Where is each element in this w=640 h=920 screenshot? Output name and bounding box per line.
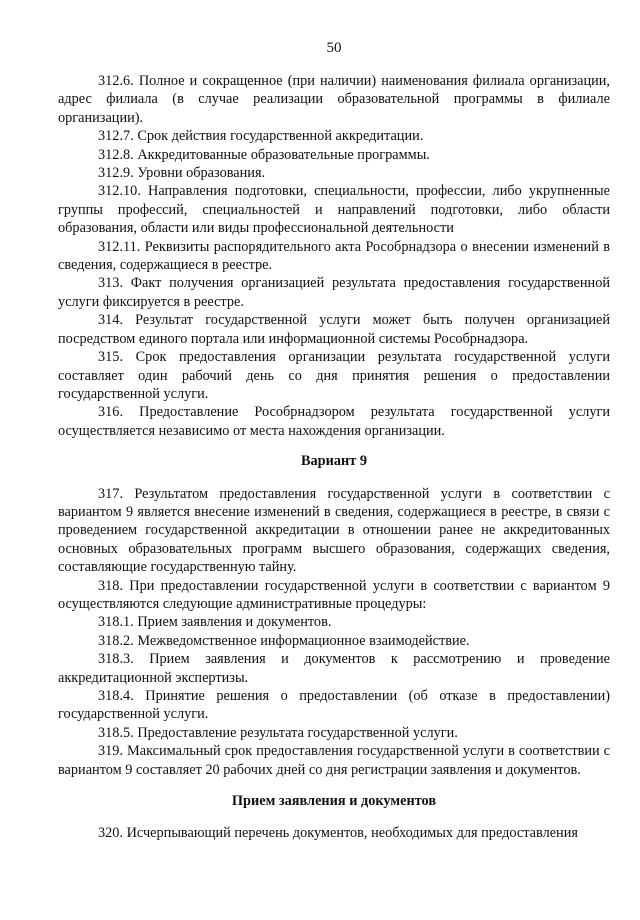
paragraph-316: 316. Предоставление Рособрнадзором результата государственной услуги осуществляется независимо от места нахождения организации.	[58, 404, 610, 439]
paragraph-319: 319. Максимальный срок предоставления государственной услуги в соответствии с вариантом 9 составляет 20 рабочих дней со дня регистрации заявления и документов.	[58, 743, 610, 778]
paragraph-312-8: 312.8. Аккредитованные образовательные программы.	[98, 146, 430, 163]
page-number: 50	[326, 40, 342, 56]
paragraph-312-6: 312.6. Полное и сокращенное (при наличии) наименования филиала организации, адрес филиала (в случае реализации образовательной программы в филиале организации).	[58, 73, 610, 126]
paragraph-312-10: 312.10. Направления подготовки, специальности, профессии, либо укрупненные группы профессий, специальностей и направлений подготовки, либо области образования, области или виды профессиональной деятельности	[58, 183, 610, 237]
paragraph-315: 315. Срок предоставления организации результата государственной услуги составляет один рабочий день со дня принятия решения о предоставлении государственной услуги.	[58, 349, 610, 402]
paragraph-318-3: 318.3. Прием заявления и документов к рассмотрению и проведение аккредитационной экспертизы.	[58, 651, 610, 686]
section-heading-variant-9: Вариант 9	[300, 453, 367, 470]
document-page	[58, 38, 610, 914]
paragraph-318-1: 318.1. Прием заявления и документов.	[98, 614, 332, 631]
paragraph-314: 314. Результат государственной услуги может быть получен организацией посредством единого портала или информационной системы Рособрнадзора.	[58, 312, 610, 347]
paragraph-320: 320. Исчерпывающий перечень документов, необходимых для предоставления	[98, 825, 578, 842]
paragraph-313: 313. Факт получения организацией результата предоставления государственной услуги фиксируется в реестре.	[58, 275, 610, 310]
paragraph-317: 317. Результатом предоставления государственной услуги в соответствии с вариантом 9 является внесение изменений в сведения, содержащиеся в реестре, в связи с проведением государственной аккредитации в отношении ранее не аккредитованных основных образовательных программ высшего образования, содержащих сведения, составляющие государственную тайну.	[58, 485, 610, 576]
paragraph-318: 318. При предоставлении государственной услуги в соответствии с вариантом 9 осуществляются следующие административные процедуры:	[58, 577, 610, 612]
section-heading-reception: Прием заявления и документов	[231, 793, 437, 810]
paragraph-318-5: 318.5. Предоставление результата государственной услуги.	[98, 724, 458, 741]
paragraph-312-7: 312.7. Срок действия государственной аккредитации.	[98, 128, 424, 145]
paragraph-312-11: 312.11. Реквизиты распорядительного акта Рособрнадзора о внесении изменений в сведения, содержащиеся в реестре.	[58, 238, 610, 274]
paragraph-318-2: 318.2. Межведомственное информационное взаимодействие.	[98, 632, 470, 649]
paragraph-318-4: 318.4. Принятие решения о предоставлении (об отказе в предоставлении) государственной услуги.	[58, 688, 610, 723]
paragraph-312-9: 312.9. Уровни образования.	[98, 165, 266, 182]
